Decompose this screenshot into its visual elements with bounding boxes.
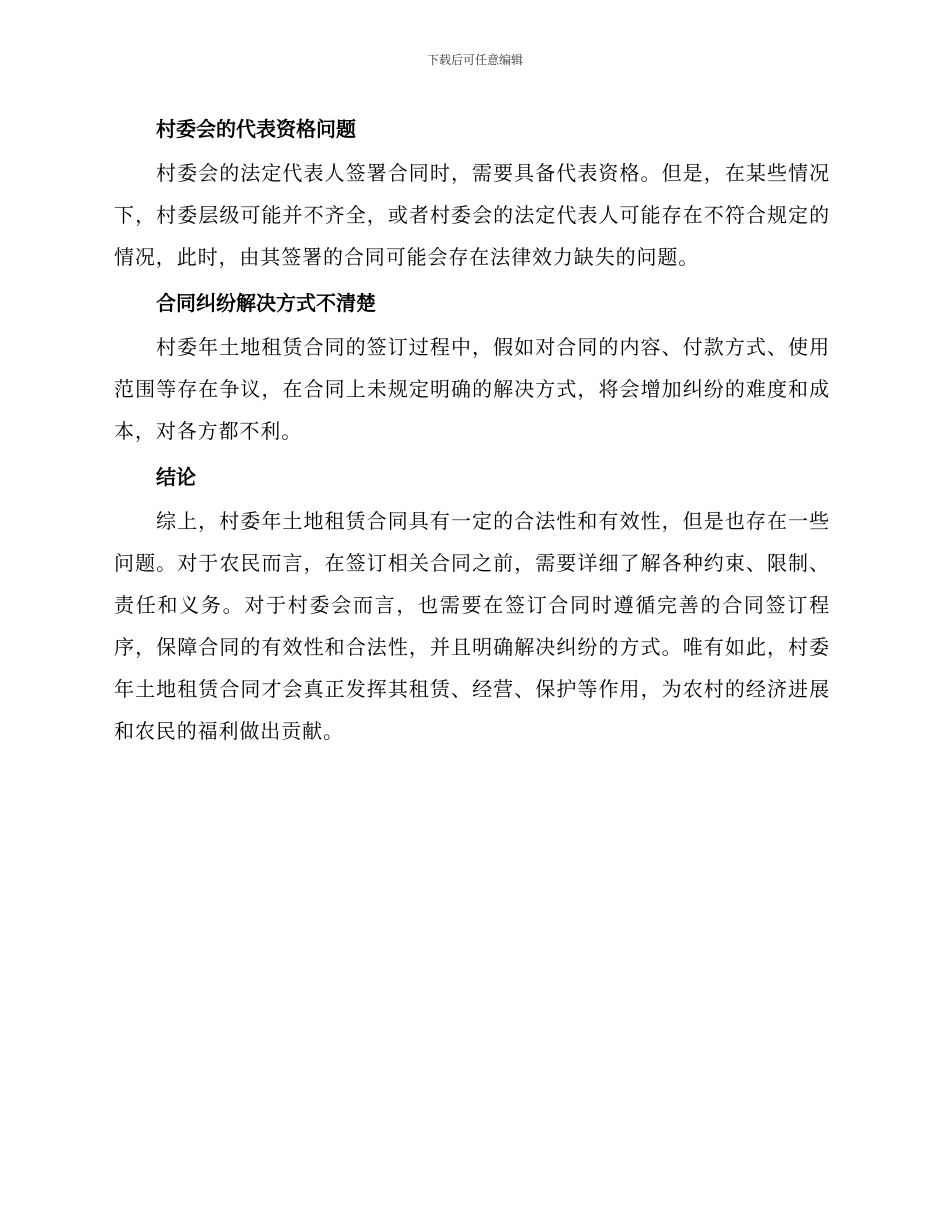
page-header: 下载后可任意编辑 xyxy=(426,53,523,67)
section-title: 合同纠纷解决方式不清楚 xyxy=(156,291,376,315)
document-body xyxy=(114,106,830,754)
section-paragraph: 村委会的法定代表人签署合同时，需要具备代表资格。但是，在某些情况下，村委层级可能并不齐全，或者村委会的法定代表人可能存在不符合规定的情况，此时，由其签署的合同可能会存在法律效力缺失的问题。 xyxy=(114,161,830,269)
section-dispute-resolution xyxy=(114,280,830,452)
section-title: 结论 xyxy=(156,465,196,489)
section-conclusion xyxy=(114,454,830,752)
section-paragraph: 村委年土地租赁合同的签订过程中，假如对合同的内容、付款方式、使用范围等存在争议，在合同上未规定明确的解决方式，将会增加纠纷的难度和成本，对各方都不利。 xyxy=(114,335,830,443)
section-title: 村委会的代表资格问题 xyxy=(156,117,356,141)
section-representative-qualification xyxy=(114,106,830,278)
section-paragraph: 综上，村委年土地租赁合同具有一定的合法性和有效性，但是也存在一些问题。对于农民而言，在签订相关合同之前，需要详细了解各种约束、限制、责任和义务。对于村委会而言，也需要在签订合同时遵循完善的合同签订程序，保障合同的有效性和合法性，并且明确解决纠纷的方式。唯有如此，村委年土地租赁合同才会真正发挥其租赁、经营、保护等作用，为农村的经济进展和农民的福利做出贡献。 xyxy=(114,509,830,743)
